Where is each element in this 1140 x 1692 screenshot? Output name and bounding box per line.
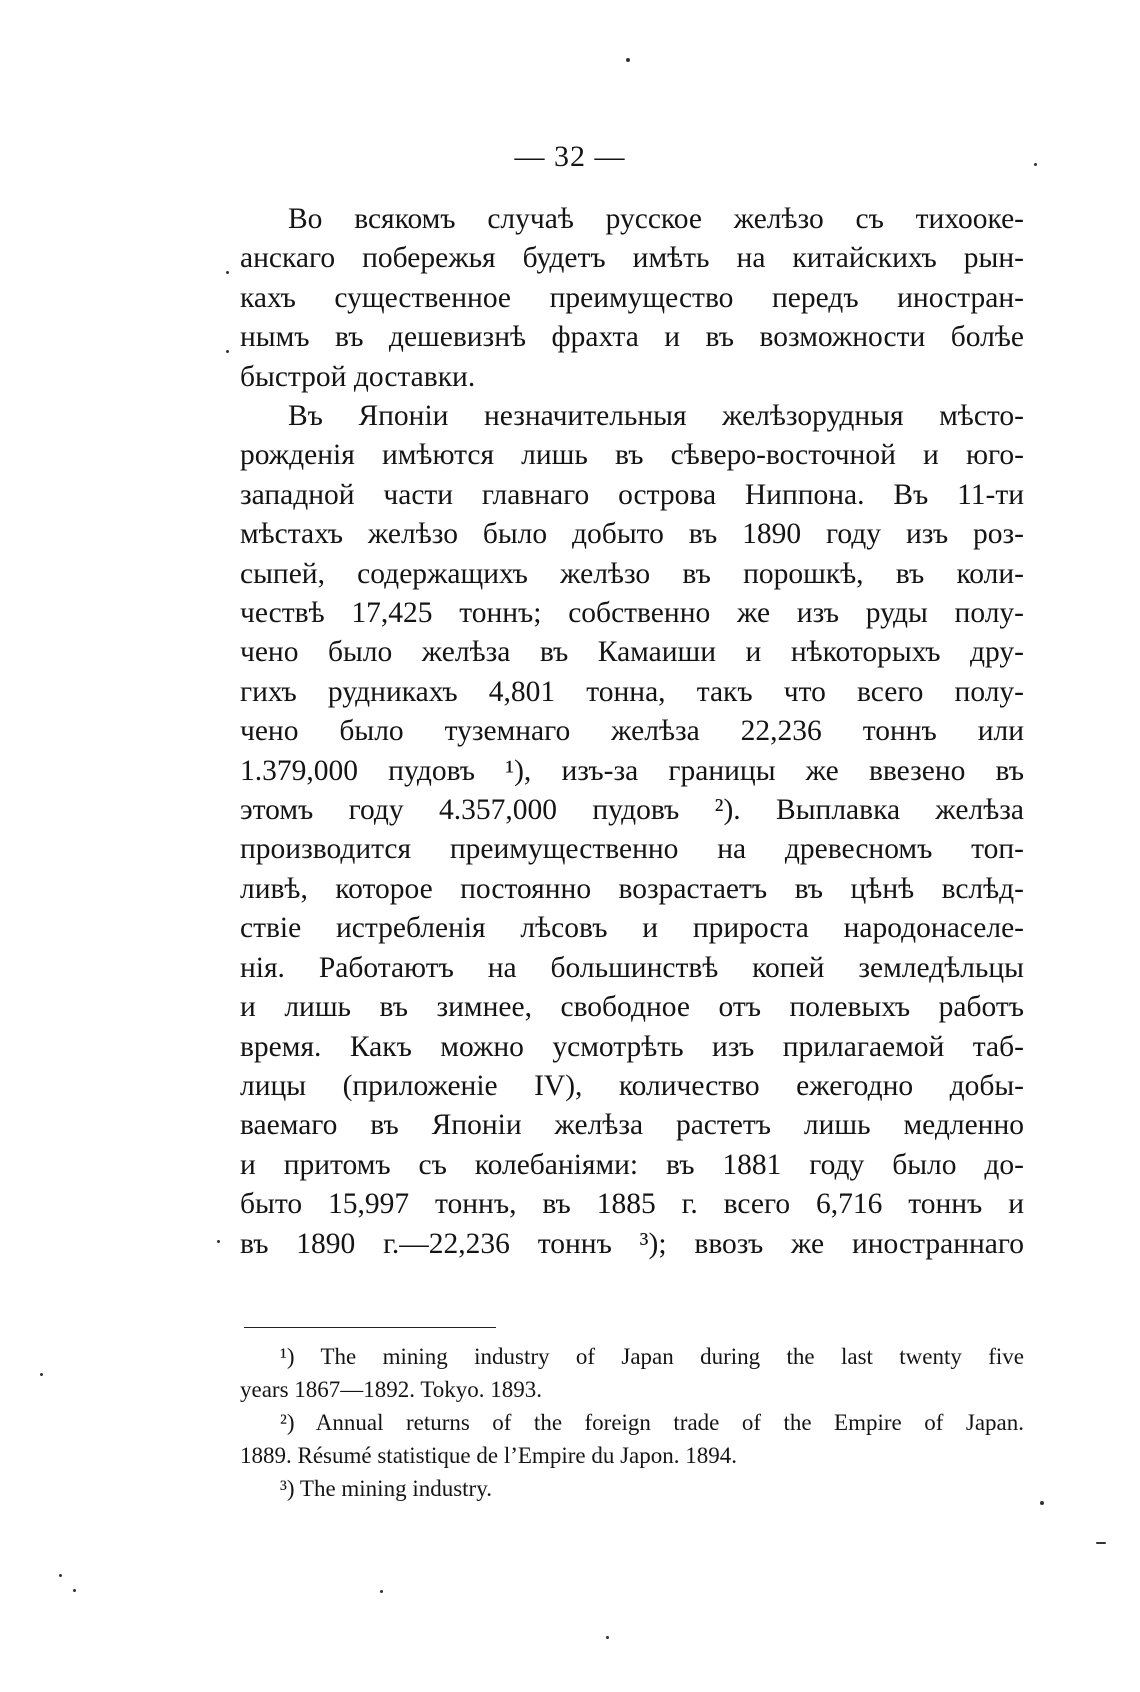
scan-speck bbox=[59, 1574, 62, 1577]
footnote-separator bbox=[244, 1327, 496, 1328]
text-line: 1.379,000 пудовъ ¹), изъ-за границы же ввезено въ bbox=[240, 754, 1024, 787]
text-line: и притомъ съ колебаніями: въ 1881 году было до- bbox=[240, 1148, 1024, 1181]
text-line: быстрой доставки. bbox=[240, 360, 476, 393]
text-line: ваемаго въ Японіи желѣза растетъ лишь медленно bbox=[240, 1109, 1024, 1142]
footnote-line: 1889. Résumé statistique de l’Empire du Japon. 1894. bbox=[240, 1443, 737, 1468]
text-line: анскаго побережья будетъ имѣть на китайскихъ рын- bbox=[240, 242, 1024, 275]
footnote-line: ¹) The mining industry of Japan during the last twenty five bbox=[280, 1344, 1024, 1369]
footnotes bbox=[240, 1340, 1024, 1505]
paragraph-1 bbox=[240, 200, 1024, 397]
paragraph-2 bbox=[240, 397, 1024, 1264]
text-line: ствіе истребленія лѣсовъ и прироста народонаселе- bbox=[240, 912, 1024, 945]
footnote-line: ²) Annual returns of the foreign trade of the Empire of Japan. bbox=[280, 1410, 1024, 1435]
scan-speck bbox=[380, 1590, 383, 1593]
page-number: — 32 — bbox=[514, 140, 626, 173]
scan-speck bbox=[73, 1589, 76, 1592]
text-line: чено было туземнаго желѣза 22,236 тоннъ или bbox=[240, 715, 1024, 748]
text-line: рожденія имѣются лишь въ сѣверо-восточной и юго- bbox=[240, 439, 1024, 472]
scan-speck bbox=[40, 1373, 43, 1376]
text-line: кахъ существенное преимущество передъ иностран- bbox=[240, 281, 1024, 314]
text-line: производится преимущественно на древесномъ топ- bbox=[240, 833, 1024, 866]
text-line: въ 1890 г.—22,236 тоннъ ³); ввозъ же иностраннаго bbox=[240, 1227, 1024, 1260]
text-line: Въ Японіи незначительныя желѣзорудныя мѣсто- bbox=[288, 400, 1024, 432]
text-line: гихъ рудникахъ 4,801 тонна, такъ что всего полу- bbox=[240, 675, 1024, 708]
text-line: лицы (приложеніе IV), количество ежегодно добы- bbox=[240, 1069, 1024, 1102]
scan-speck bbox=[226, 350, 229, 353]
text-line: чествѣ 17,425 тоннъ; собственно же изъ руды полу- bbox=[240, 597, 1024, 630]
text-line: и лишь въ зимнее, свободное отъ полевыхъ работъ bbox=[240, 991, 1024, 1024]
scan-speck bbox=[217, 1240, 220, 1243]
text-line: этомъ году 4.357,000 пудовъ ²). Выплавка желѣза bbox=[240, 794, 1024, 827]
footnote-line: years 1867—1892. Tokyo. 1893. bbox=[240, 1377, 543, 1402]
text-line: нымъ въ дешевизнѣ фрахта и въ возможности болѣе bbox=[240, 321, 1024, 354]
scan-speck bbox=[1096, 1542, 1106, 1544]
scan-speck bbox=[226, 271, 229, 274]
text-line: западной части главнаго острова Ниппона. Въ 11-ти bbox=[240, 478, 1024, 511]
text-line: нія. Работаютъ на большинствѣ копей земледѣльцы bbox=[240, 951, 1024, 984]
text-line: сыпей, содержащихъ желѣзо въ порошкѣ, въ коли- bbox=[240, 557, 1024, 590]
text-line: ливѣ, которое постоянно возрастаетъ въ цѣнѣ вслѣд- bbox=[240, 872, 1024, 905]
text-line: мѣстахъ желѣзо было добыто въ 1890 году изъ роз- bbox=[240, 518, 1024, 551]
text-line: Во всякомъ случаѣ русское желѣзо съ тихооке- bbox=[288, 203, 1024, 235]
scan-speck bbox=[1040, 1501, 1044, 1505]
text-line: время. Какъ можно усмотрѣть изъ прилагаемой таб- bbox=[240, 1030, 1024, 1063]
text-line: чено было желѣза въ Камаиши и нѣкоторыхъ дру- bbox=[240, 636, 1024, 669]
scan-speck bbox=[626, 58, 630, 62]
scan-speck bbox=[1034, 163, 1037, 166]
scan-speck bbox=[606, 1636, 609, 1639]
text-line: быто 15,997 тоннъ, въ 1885 г. всего 6,716 тоннъ и bbox=[240, 1188, 1024, 1221]
footnote-line: ³) The mining industry. bbox=[280, 1476, 492, 1501]
